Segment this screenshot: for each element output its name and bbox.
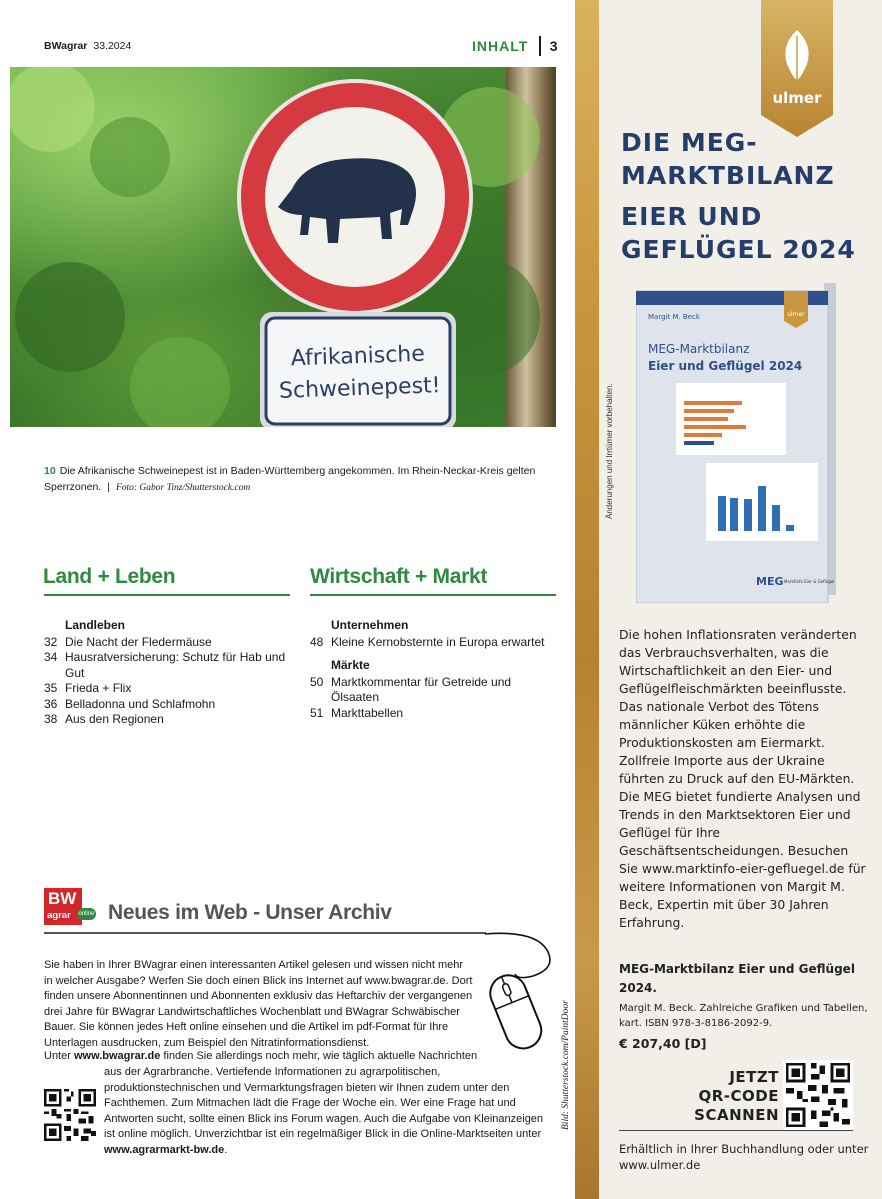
ulmer-advertisement <box>599 0 882 1199</box>
heading-land-leben: Land + Leben <box>43 565 176 588</box>
ad-qr-call-to-action: JETZT QR-CODE SCANNEN <box>694 1068 779 1124</box>
svg-text:ulmer: ulmer <box>787 311 805 318</box>
running-header <box>44 40 131 52</box>
ad-footer: Erhältlich in Ihrer Buchhandlung oder unter www.ulmer.de <box>619 1142 869 1172</box>
toc-item[interactable]: 32 Die Nacht der Fledermäuse <box>44 634 212 649</box>
ad-price: € 207,40 [D] <box>619 1036 707 1051</box>
section-label: INHALT <box>472 38 529 54</box>
toc-subheading-unternehmen: Unternehmen <box>331 618 409 632</box>
photo-credit: Foto: Gabor Tinz/Shutterstock.com <box>115 483 251 493</box>
computer-mouse-icon <box>475 930 560 1080</box>
ad-disclaimer: Änderungen und Irrtümer vorbehalten. <box>605 383 614 519</box>
heading-wirtschaft-markt: Wirtschaft + Markt <box>310 565 488 588</box>
rule-land-leben <box>44 594 290 596</box>
web-paragraph-3: aus der Agrarbranche. Vertiefende Informationen zu agrarpolitischen, produktionstechnischen und Vermarktungsfragen bieten wir Ihnen zudem unter den Fachthemen. Zum Mitmachen lädt die Frage der Woche ein. Wer eine Frage hat und Antworten sucht, sollte einen Blick ins Forum wagen. Auch die Aufgabe von Kleinanzeigen ist online möglich. Unverzichtbar ist ein regelmäßiger Blick in die Online-Marktseiten unter www.agrarmarkt-bw.de. <box>104 1066 544 1156</box>
sign-text-line2: Schweinepest! <box>278 373 441 404</box>
qr-code-ad[interactable] <box>783 1060 853 1130</box>
toc-item[interactable]: 48 Kleine Kernobsternte in Europa erwartet <box>310 634 545 649</box>
book-cover <box>636 283 836 603</box>
page-number: 3 <box>549 38 558 54</box>
header-divider <box>539 36 541 56</box>
svg-text:Eier und Geflügel 2024: Eier und Geflügel 2024 <box>648 359 803 373</box>
web-archive-title: Neues im Web - Unser Archiv <box>108 901 392 924</box>
toc-item[interactable]: 36 Belladonna und Schlafmohn <box>44 696 216 711</box>
link-agrarmarkt[interactable]: www.agrarmarkt-bw.de <box>104 1143 225 1156</box>
svg-text:ulmer: ulmer <box>772 89 822 107</box>
svg-text:Margit M. Beck: Margit M. Beck <box>648 313 700 321</box>
caption-text: Die Afrikanische Schweinepest ist in Baden-Württemberg angekommen. Im Rhein-Neckar-Kreis gelten Sperrzonen. <box>44 465 536 493</box>
web-paragraph-1: Sie haben in Ihrer BWagrar einen interessanten Artikel gelesen und wissen nicht mehr in welcher Ausgabe? Werfen Sie doch einen Blick ins Internet auf www.bwagrar.de. Dort finden unsere Abonnentinnen und Abonnenten exklusiv das Heftarchiv der vergangenen drei Jahre für BWagrar Landwirtschaftliches Wochenblatt und BWagrar Schwäbischer Bauer. Sie können jedes Heft online einsehen und die Artikel im pdf-Format für Ihre Unterlagen ausdrucken, zum Beispiel den Nitratinformationsdienst. <box>44 959 473 1049</box>
section-header <box>472 36 558 56</box>
toc-subheading-landleben: Landleben <box>65 618 126 632</box>
toc-wirtschaft-markt <box>310 618 560 721</box>
web-title-rule <box>44 932 486 934</box>
sign-text-line1: Afrikanische <box>290 341 426 372</box>
ad-book-meta: Margit M. Beck. Zahlreiche Grafiken und Tabellen, kart. ISBN 978-3-8186-2092-9. <box>619 1003 868 1029</box>
toc-item[interactable]: 51 Markttabellen <box>310 705 404 720</box>
road-sign-illustration <box>10 67 556 427</box>
svg-text:MEG: MEG <box>756 575 784 588</box>
svg-text:MEG-Marktbilanz: MEG-Marktbilanz <box>648 342 750 356</box>
ad-headline: DIE MEG- MARKTBILANZ EIER UND GEFLÜGEL 2024 <box>621 128 856 264</box>
ulmer-leaf-logo <box>761 0 833 137</box>
toc-land-leben <box>44 618 294 728</box>
link-bwagrar[interactable]: www.bwagrar.de <box>73 1050 161 1062</box>
caption-separator: | <box>107 481 110 493</box>
issue-number: 33.2024 <box>93 40 132 52</box>
toc-subheading-maerkte: Märkte <box>331 658 370 672</box>
web-paragraph-2: Unter www.bwagrar.de finden Sie allerdings noch mehr, wie täglich aktuelle Nachrichten <box>44 1050 478 1062</box>
caption-page-ref: 10 <box>44 465 56 477</box>
svg-text:Marktinfo Eier & Geflügel: Marktinfo Eier & Geflügel <box>784 579 835 584</box>
toc-item[interactable]: 35 Frieda + Flix <box>44 681 132 695</box>
toc-item[interactable]: 34 Hausratversicherung: Schutz für Hab und Gut <box>44 650 286 680</box>
cover-photo <box>10 67 556 427</box>
toc-item[interactable]: 38 Aus den Regionen <box>44 712 164 726</box>
ad-body-text: Die hohen Inflationsraten veränderten das Verbrauchsverhalten, was die Wirtschaftlichkeit an den Eier- und Geflügelfleischmärkten beeinflusste. Das nationale Verbot des Tötens männlicher Küken erhöhte die Produktionskosten am Eiermarkt. Zollfreie Importe aus der Ukraine führten zu Druck auf den EU-Märkten. Die MEG bietet fundierte Analysen und Trends in den Marktsektoren Eier und Geflügel für Ihre Geschäftsentscheidungen. Besuchen Sie www.marktinfo-eier-gefluegel.de für weitere Informationen von Margit M. Beck, Expertin mit über 30 Jahren Erfahrung. <box>619 627 866 930</box>
photo-caption <box>44 463 554 496</box>
qr-code-web[interactable] <box>44 1089 96 1141</box>
gold-divider-strip <box>575 0 599 1199</box>
ad-book-title: MEG-Marktbilanz Eier und Geflügel 2024. <box>619 962 855 995</box>
ad-footer-rule <box>619 1130 853 1131</box>
image-credit: Bild: Shutterstock.com/PaintDoor <box>561 1000 571 1130</box>
magazine-name: BWagrar <box>44 40 88 52</box>
rule-wirtschaft-markt <box>310 594 556 596</box>
toc-item[interactable]: 50 Marktkommentar für Getreide und Ölsaaten <box>310 674 512 704</box>
bwagrar-online-logo: BW agrar online <box>44 888 82 925</box>
